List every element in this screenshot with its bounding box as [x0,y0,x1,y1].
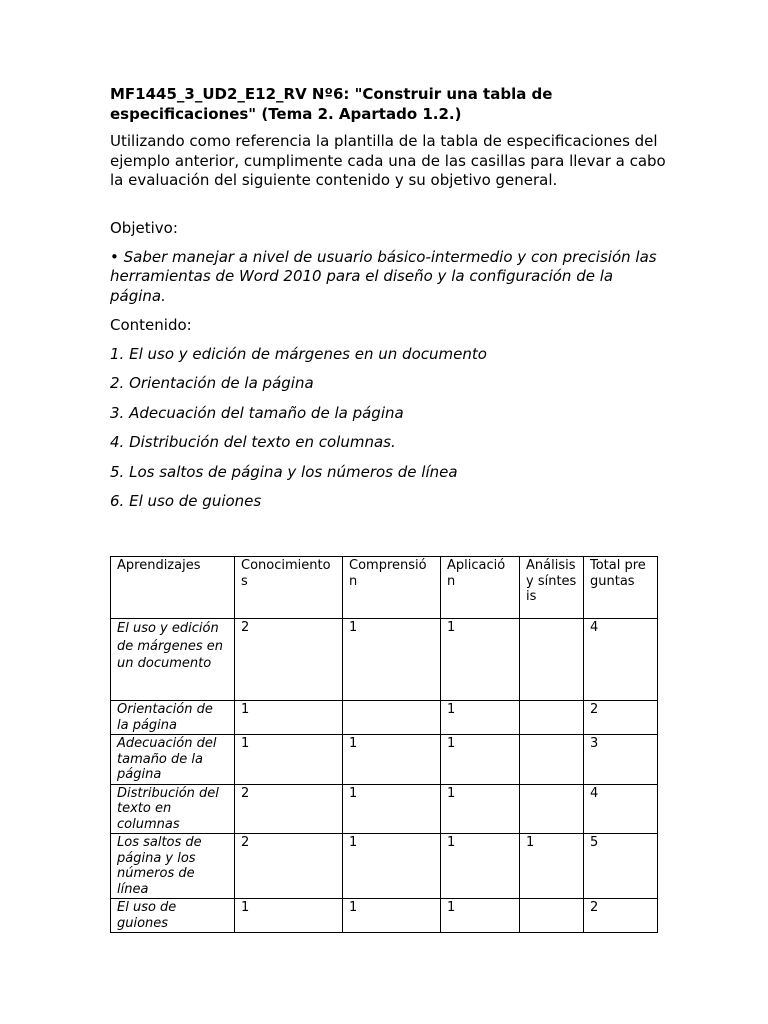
list-number: 1. [110,344,125,363]
list-number: 2. [110,374,125,392]
list-text: Orientación de la página [129,374,314,392]
table-cell: 1 [343,899,441,933]
row-label: Los saltos de página y los números de línea [111,834,235,899]
list-item [110,463,670,483]
table-cell: 4 [584,784,658,834]
header-cell: Aplicación [441,557,520,619]
header-cell: Comprensión [343,557,441,619]
row-label: Adecuación del tamaño de la página [111,735,235,785]
header-cell: Aprendizajes [111,557,235,619]
document-body [110,84,670,522]
table-cell: 1 [441,701,520,735]
row-label: El uso de guiones [111,899,235,933]
table-cell: 1 [520,834,584,899]
list-item [110,374,670,394]
list-text: Adecuación del tamaño de la página [129,403,404,422]
table-row [111,701,658,735]
table-cell: 2 [235,834,343,899]
table-cell: 2 [584,701,658,735]
table-row [111,784,658,834]
contenido-label: Contenido: [110,315,192,334]
table-cell [520,701,584,735]
table-row [111,619,658,701]
table-cell: 1 [235,735,343,785]
list-item [110,492,670,512]
table-cell: 1 [235,899,343,933]
table-row [111,834,658,899]
table-cell [520,784,584,834]
table-cell: 1 [235,701,343,735]
list-item [110,433,670,453]
table-cell: 4 [584,619,658,701]
table-cell [520,899,584,933]
list-text: Distribución del texto en columnas. [129,433,396,451]
row-label: Orientación de la página [111,701,235,735]
list-number: 6. [110,492,125,510]
list-number: 4. [110,433,125,451]
table-cell: 1 [441,735,520,785]
table-header-row [111,557,658,619]
intro-paragraph: Utilizando como referencia la plantilla de la tabla de especificaciones del ejemplo anterior, cumplimente cada una de las casillas para llevar a cabo la evaluación del siguiente contenido y su objetivo general. [110,132,666,189]
list-text: El uso y edición de márgenes en un documento [129,344,487,363]
table-cell [343,701,441,735]
row-label: El uso y edición de márgenes en un documento [111,619,235,701]
exercise-title: MF1445_3_UD2_E12_RV Nº6: "Construir una tabla de especificaciones" (Tema 2. Apartado 1.2.) [110,85,553,123]
list-number: 3. [110,403,125,422]
list-item [110,404,670,424]
specification-table [110,556,658,933]
table-cell: 1 [343,834,441,899]
table-cell [520,735,584,785]
table-cell: 1 [441,619,520,701]
table-cell: 2 [235,784,343,834]
table-cell: 3 [584,735,658,785]
table-cell: 1 [441,784,520,834]
list-number: 5. [110,462,125,481]
table-row [111,899,658,933]
objetivo-text: • Saber manejar a nivel de usuario básico-intermedio y con precisión las herramientas de Word 2010 para el diseño y la configuración de la página. [110,247,657,305]
table-cell: 2 [235,619,343,701]
list-item [110,345,670,365]
table-cell [520,619,584,701]
list-text: El uso de guiones [129,492,262,510]
row-label: Distribución del texto en columnas [111,784,235,834]
table-cell: 1 [343,735,441,785]
table-cell: 1 [441,834,520,899]
list-text: Los saltos de página y los números de línea [129,462,458,481]
table-row [111,735,658,785]
header-cell: Conocimientos [235,557,343,619]
table-cell: 1 [441,899,520,933]
header-cell: Total preguntas [584,557,658,619]
objetivo-label: Objetivo: [110,218,178,237]
table-cell: 5 [584,834,658,899]
table-cell: 1 [343,619,441,701]
header-cell: Análisis y síntesis [520,557,584,619]
table-cell: 1 [343,784,441,834]
table-cell: 2 [584,899,658,933]
